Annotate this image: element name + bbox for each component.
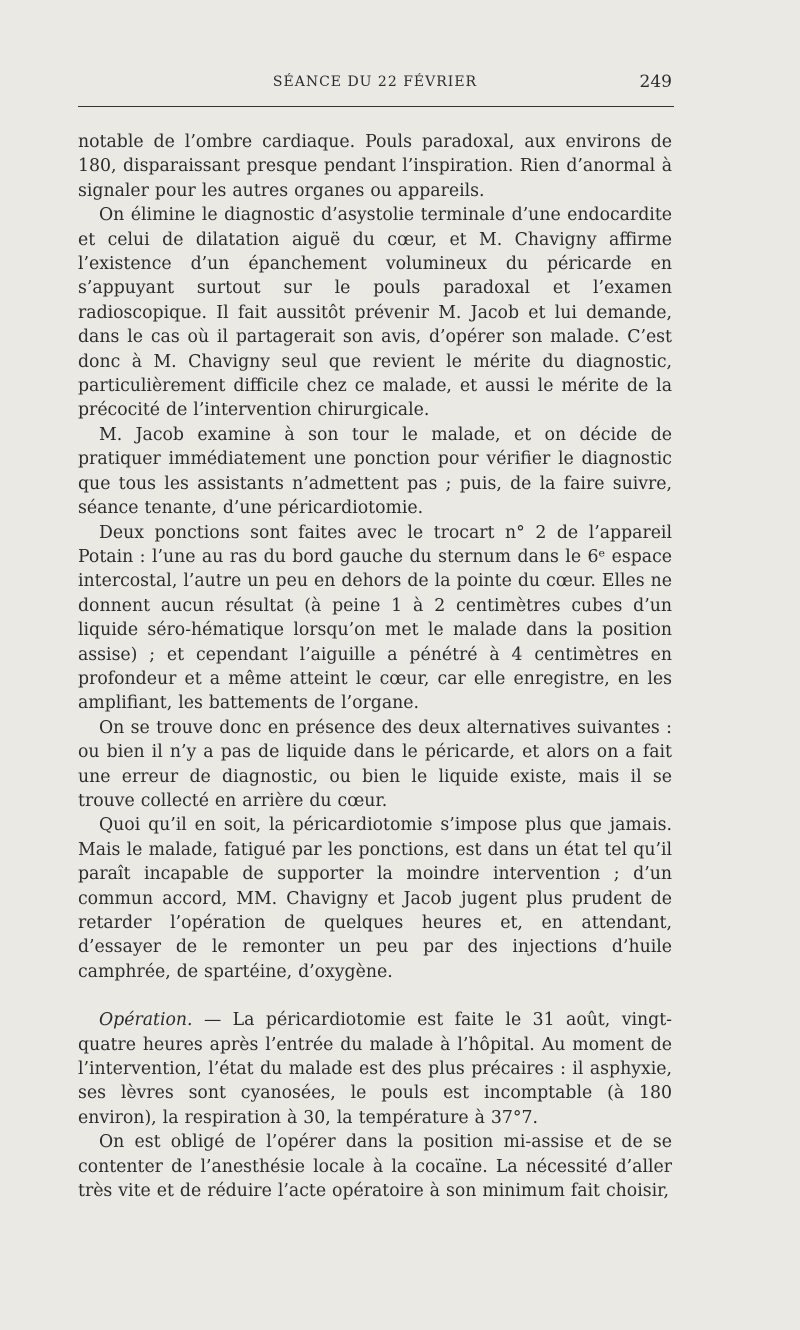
paragraph: notable de l’ombre cardiaque. Pouls paradoxal, aux environs de 180, disparaissant presque pendant l’inspiration. Rien d’anormal à signaler pour les autres organes ou appareils. — [78, 132, 672, 201]
paragraph-operation — [78, 1008, 672, 1130]
paragraph: On élimine le diagnostic d’asystolie terminale d’une endocardite et celui de dilatation aiguë du cœur, et M. Chavigny affirme l’existence d’un épanchement volumineux du péricarde en s’appuyant surtout sur le pouls paradoxal et l’examen radioscopique. Il fait aussitôt prévenir M. Jacob et lui demande, dans le cas où il partagerait son avis, d’opérer son malade. C’est donc à M. Chavigny seul que revient le mérite du diagnostic, particulièrement difficile chez ce malade, et aussi le mérite de la précocité de l’intervention chirurgicale. — [78, 205, 672, 421]
paragraph: Deux ponctions sont faites avec le trocart n° 2 de l’appareil Potain : l’une au ras du bord gauche du sternum dans le 6ᵉ espace intercostal, l’autre un peu en dehors de la pointe du cœur. Elles ne donnent aucun résultat (à peine 1 à 2 centimètres cubes d’un liquide séro-hématique lorsqu’on met le malade dans la position assise) ; et cependant l’aiguille a pénétré à 4 centimètres en profondeur et a même atteint le cœur, car elle enregistre, en les amplifiant, les battements de l’organe. — [78, 522, 672, 714]
paragraph-text: — La péricardiotomie est faite le 31 août, vingt-quatre heures après l’entrée du malade à l’hôpital. Au moment de l’intervention, l’état du malade est des plus précaires : il asphyxie, ses lèvres sont cyanosées, le pouls est incomptable (à 180 environ), la respiration à 30, la température à 37°7. — [78, 1010, 672, 1128]
page-number: 249 — [639, 72, 672, 92]
running-title: SÉANCE DU 22 FÉVRIER — [272, 74, 478, 90]
header-rule — [78, 106, 674, 107]
section-lead: Opération. — [99, 1010, 193, 1031]
body-text — [78, 130, 672, 1203]
paragraph: M. Jacob examine à son tour le malade, et on décide de pratiquer immédiatement une ponction pour vérifier le diagnostic que tous les assistants n’admettent pas ; puis, de la faire suivre, séance tenante, d’une péricardiotomie. — [78, 424, 672, 519]
page-header — [78, 72, 672, 96]
paragraph: On se trouve donc en présence des deux alternatives suivantes : ou bien il n’y a pas de liquide dans le péricarde, et alors on a fait une erreur de diagnostic, ou bien le liquide existe, mais il se trouve collecté en arrière du cœur. — [78, 717, 672, 811]
paragraph: Quoi qu’il en soit, la péricardiotomie s’impose plus que jamais. Mais le malade, fatigué par les ponctions, est dans un état tel qu’il paraît incapable de supporter la moindre intervention ; d’un commun accord, MM. Chavigny et Jacob jugent plus prudent de retarder l’opération de quelques heures et, en attendant, d’essayer de le remonter un peu par des injections d’huile camphrée, de spartéine, d’oxygène. — [78, 815, 672, 982]
paragraph: On est obligé de l’opérer dans la position mi-assise et de se contenter de l’anesthésie locale à la cocaïne. La nécessité d’aller très vite et de réduire l’acte opératoire à son minimum fait choisir, — [78, 1132, 672, 1202]
